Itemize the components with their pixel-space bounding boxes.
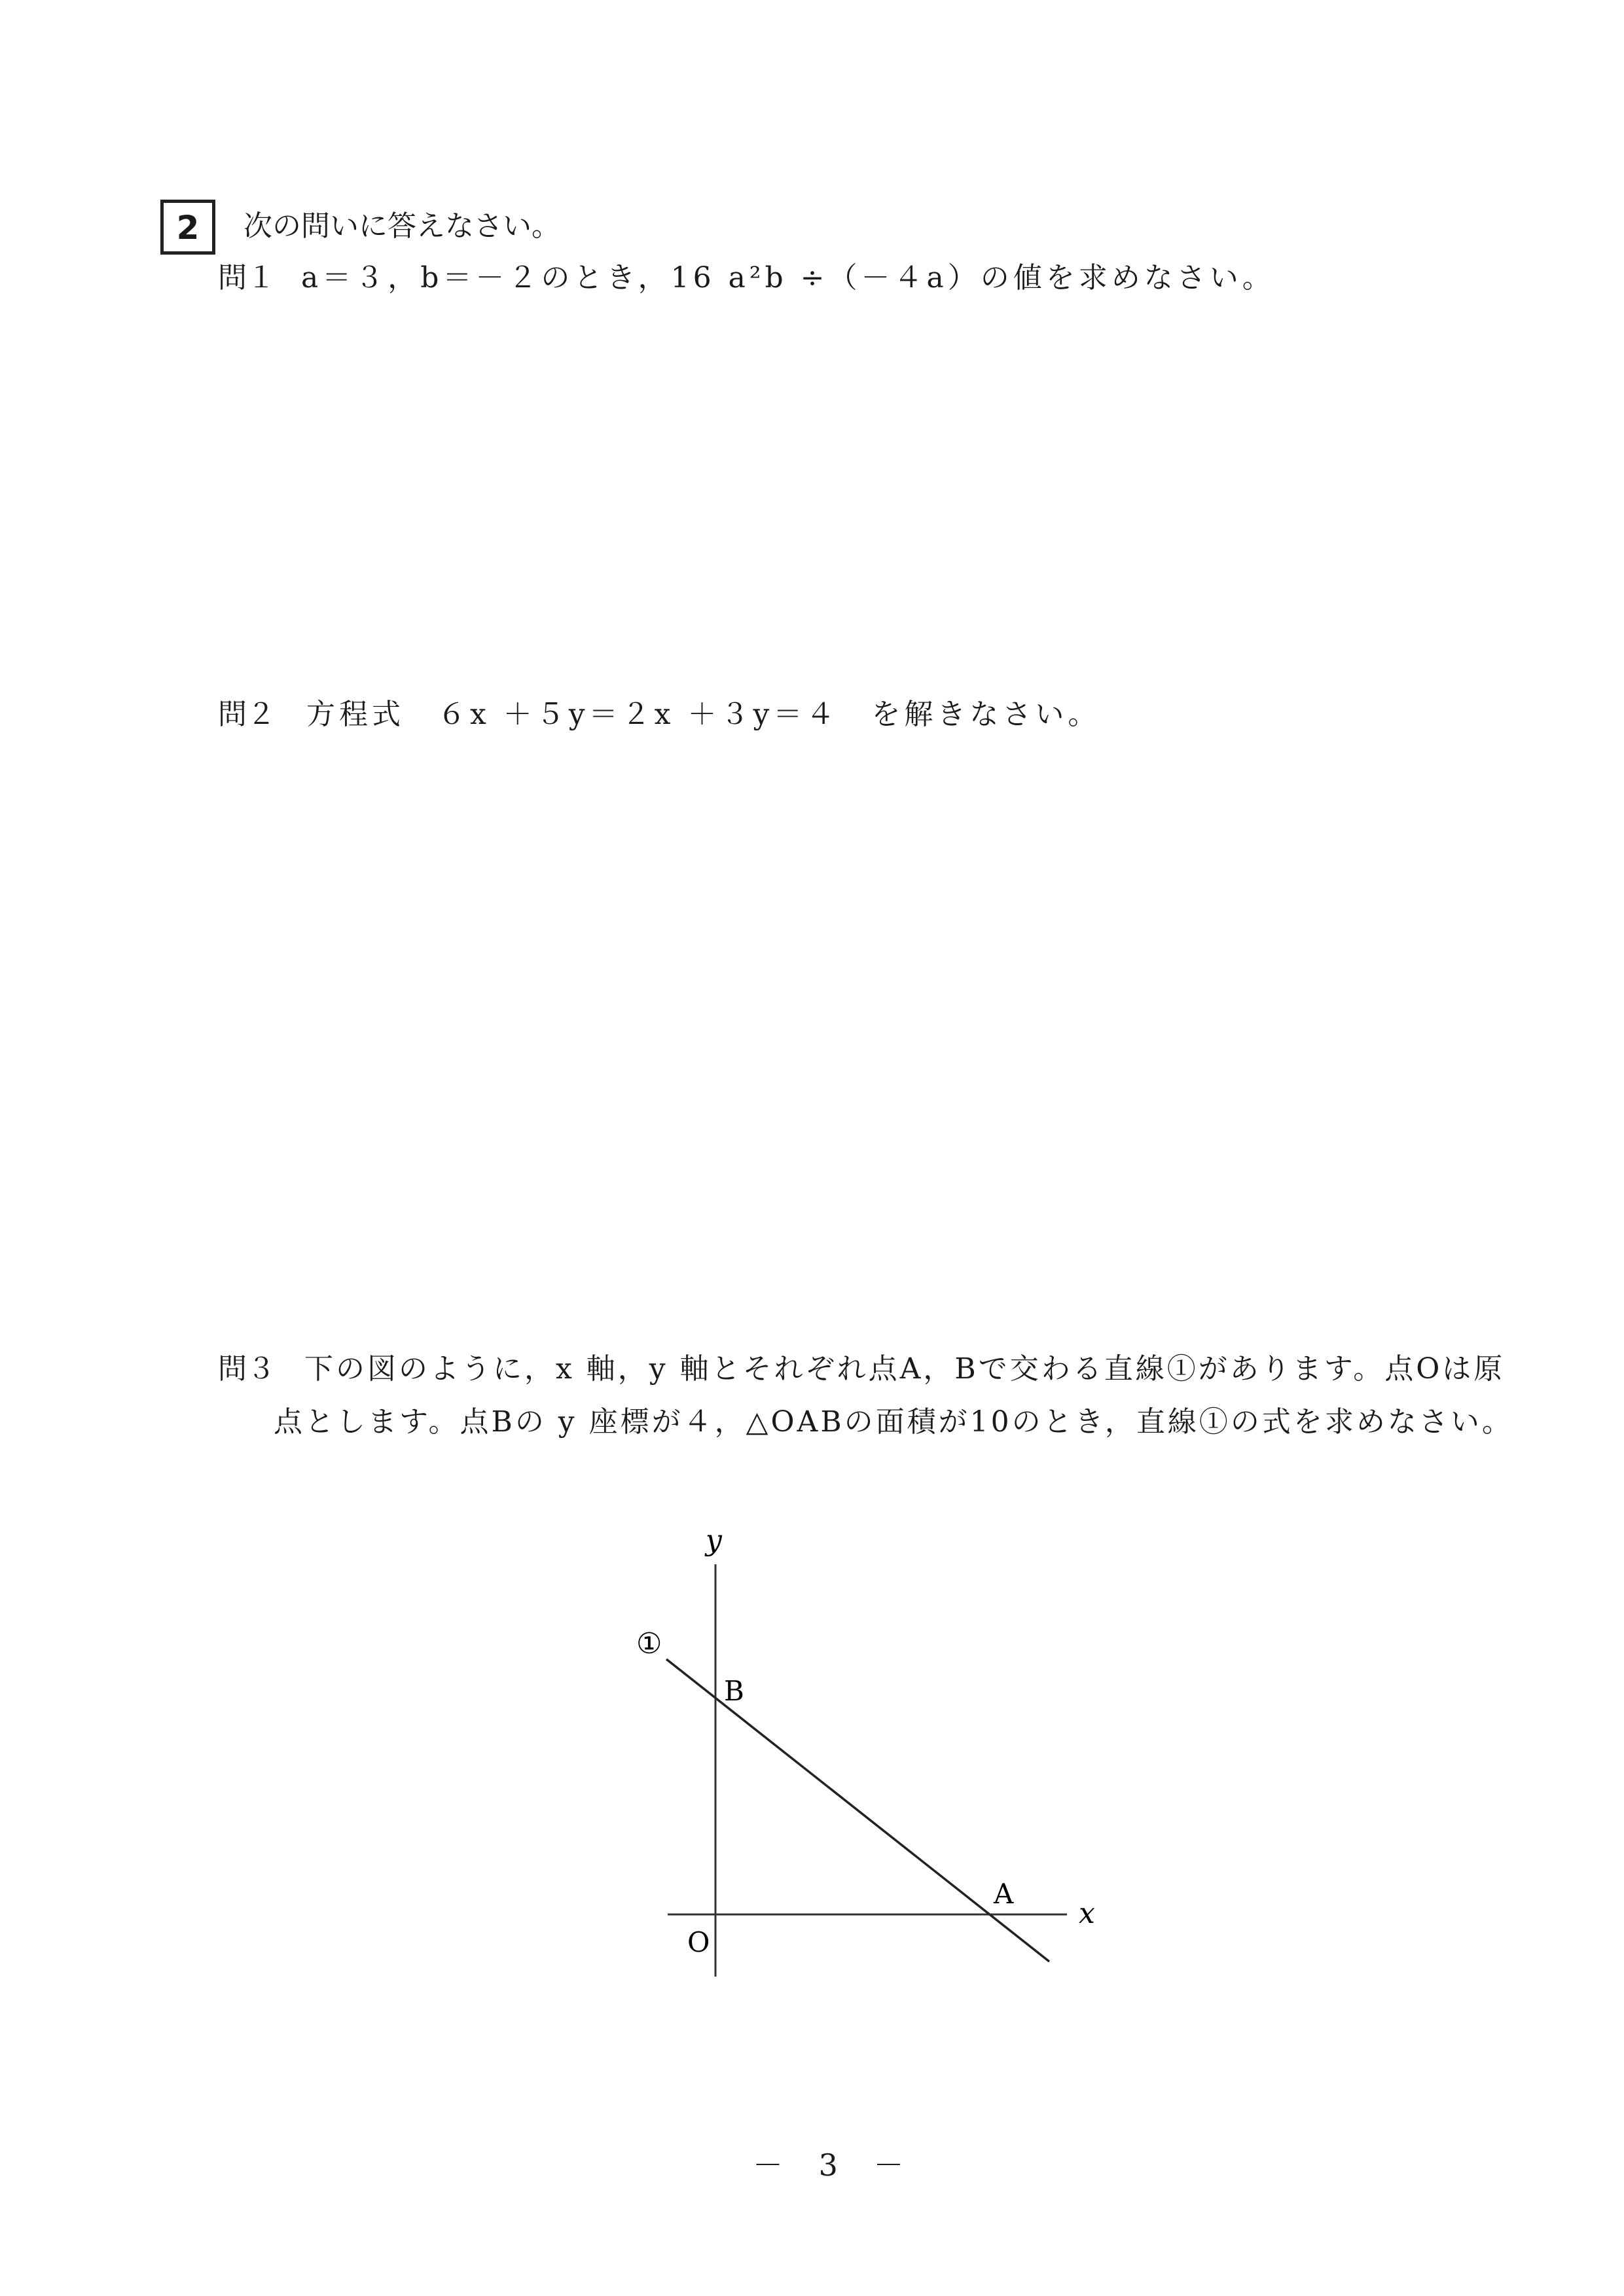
q3-label: 問３: [218, 1352, 276, 1386]
x-axis-label: x: [1079, 1897, 1095, 1930]
coordinate-figure: [589, 1505, 1178, 2016]
y-axis-label: y: [706, 1524, 722, 1557]
section-number-box: [160, 200, 215, 255]
q1-text: a＝３，b＝－２のとき，16 a²b ÷（－４a）の値を求めなさい。: [301, 261, 1275, 295]
q3-line2: 点とします。点Bの y 座標が４，△OABの面積が10のとき，直線①の式を求めなさい。: [274, 1405, 1513, 1439]
origin-label: O: [687, 1926, 710, 1958]
point-a-label: A: [994, 1878, 1014, 1910]
section-number: 2: [176, 209, 200, 247]
q2-text: 方程式 ６x ＋５y＝２x ＋３y＝４ を解きなさい。: [306, 698, 1101, 731]
section-instruction: 次の問いに答えなさい。: [244, 209, 560, 243]
q2-label: 問２: [218, 698, 276, 731]
point-b-label: B: [724, 1675, 744, 1707]
q3-line1: 下の図のように，x 軸，y 軸とそれぞれ点A，Bで交わる直線①があります。点Oは原: [304, 1352, 1506, 1386]
page-number: － 3 －: [753, 2147, 917, 2183]
q1-label: 問１: [218, 261, 276, 295]
line-1-label: ①: [636, 1627, 662, 1660]
